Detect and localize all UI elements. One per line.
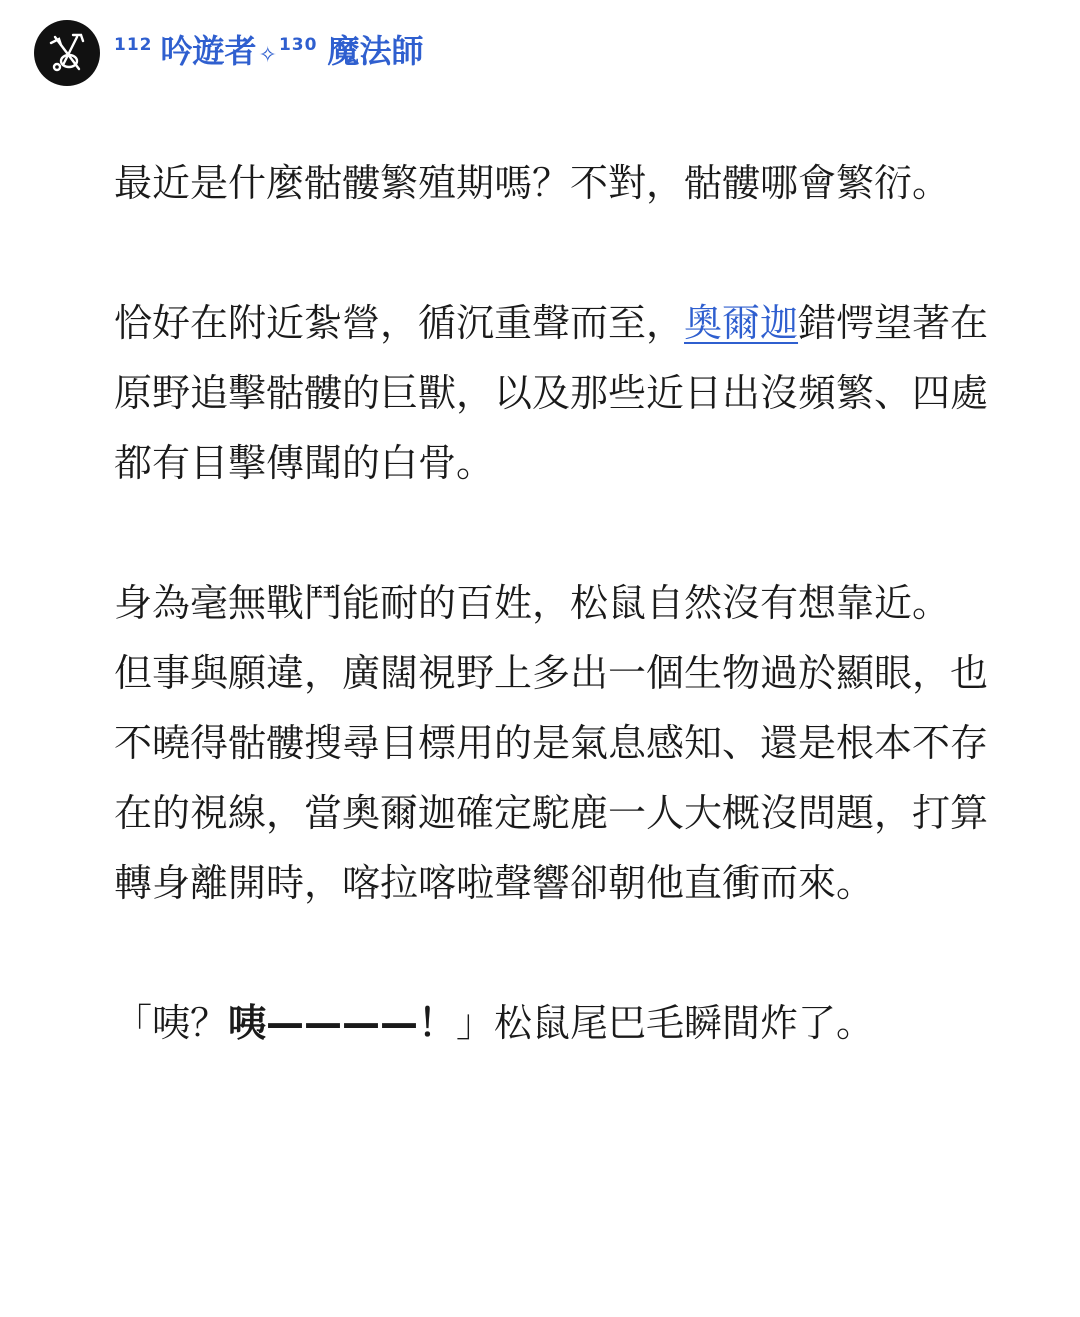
level-badge: 112: [114, 35, 153, 55]
dialogue-shout: 咦————！: [228, 1001, 457, 1045]
dialogue-end: 」松鼠尾巴毛瞬間炸了。: [456, 1001, 875, 1045]
paragraph-2-start: 恰好在附近紮營，循沉重聲而至，: [114, 301, 685, 345]
post-header: [34, 20, 423, 86]
paragraph-2: [114, 288, 1024, 498]
paragraph-3: 身為毫無戰鬥能耐的百姓，松鼠自然沒有想靠近。: [114, 581, 951, 625]
paragraph-2-end: 錯愕望著在原野追擊骷髏的巨獸，以及那些近日出沒頻繁、四處都有目擊傳聞的白骨。: [114, 301, 989, 485]
author-name[interactable]: 吟遊者: [160, 32, 257, 70]
paragraph-spacer: [114, 918, 1024, 988]
author-line[interactable]: [114, 32, 424, 70]
character-link[interactable]: 奧爾迦: [684, 301, 799, 345]
dialogue-start: 「咦？: [114, 1001, 229, 1045]
instrument-crest-icon: [43, 29, 91, 77]
paragraph-1: 最近是什麼骷髏繁殖期嗎？不對，骷髏哪會繁衍。: [114, 161, 951, 205]
paragraph-5: [114, 988, 1024, 1058]
post-content: [114, 148, 1024, 1058]
class-level-badge: 130: [278, 35, 318, 55]
avatar[interactable]: [34, 20, 100, 86]
paragraph-4: 但事與願違，廣闊視野上多出一個生物過於顯眼，也不曉得骷髏搜尋目標用的是氣息感知、還是根本不存在的視線，當奧爾迦確定駝鹿一人大概沒問題，打算轉身離開時，喀拉喀啦聲響卻朝他直衝而來。: [114, 651, 989, 905]
paragraph-spacer: [114, 218, 1024, 288]
class-name: 魔法師: [327, 32, 424, 70]
paragraph-spacer: [114, 498, 1024, 568]
diamond-icon: ✧: [258, 43, 277, 68]
